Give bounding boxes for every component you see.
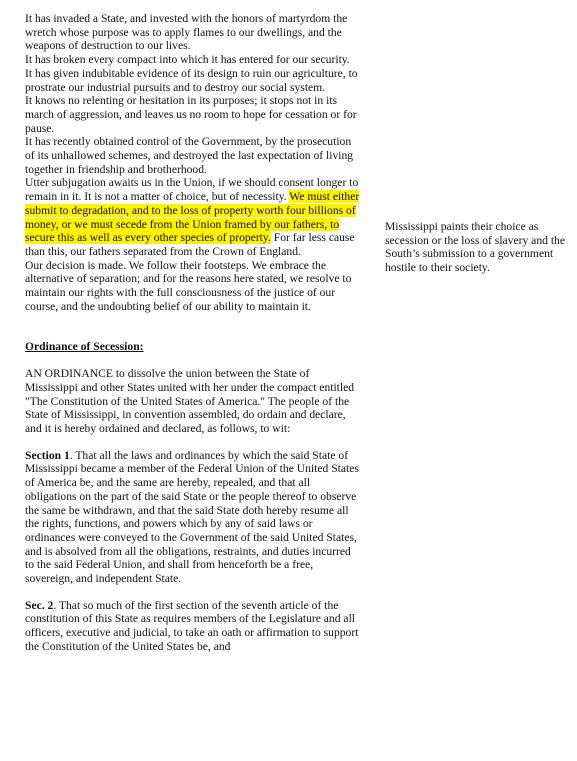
section-2-label: Sec. 2 [25, 598, 54, 612]
paragraph-aggression: It knows no relenting or hesitation in its purposes; it stops not in its march of aggression, and leaves us no room to hope for cessation or for pause. [25, 94, 357, 135]
paragraph-choice [25, 176, 360, 258]
section-1-label: Section 1 [25, 448, 70, 462]
ordinance-heading: Ordinance of Secession: [25, 340, 144, 354]
spacer [25, 354, 360, 367]
margin-annotation: Mississippi paints their choice as secession or the loss of slavery and the South’s submission to a government hostile to their society. [385, 220, 565, 275]
paragraph-government: It has recently obtained control of the Government, by the prosecution of its unhallowed schemes, and destroyed the last expectation of living together in friendship and brotherhood. [25, 135, 354, 176]
section-1 [25, 449, 360, 586]
choice-text-before: Utter subjugation awaits us in the Union, if we should consent longer to remain in it. It is not a matter of choice, but of necessity. [25, 176, 359, 204]
choice-text-after: For far less cause than this, our fathers separated from the Crown of England. [25, 231, 355, 258]
section-2 [25, 599, 360, 654]
spacer [25, 586, 360, 599]
paragraph-martyrdom: It has invaded a State, and invested with the honors of martyrdom the wretch whose purpose was to apply flames to our dwellings, and the weapons of destruction to our lives. [25, 12, 348, 53]
section-1-text: . That all the laws and ordinances by which the said State of Mississippi became a member of the Federal Union of the United States of America be, and the same are hereby, repealed, and that all obligations on the part of the said State or the people thereof to observe the same be withdrawn, and that the said State doth hereby resume all the rights, functions, and powers which by any of said laws or ordinances were conveyed to the Government of the said United States, and is absolved from all the obligations, restraints, and duties incurred to the said Federal Union, and shall from henceforth be a free, sovereign, and independent State. [25, 448, 359, 586]
section-2-text: . That so much of the first section of the seventh article of the constitution of this State as requires members of the Legislature and all officers, executive and judicial, to take an oath or affirmation to support the Constitution of the United States be, and [25, 598, 359, 653]
paragraph-compact: It has broken every compact into which it has entered for our security. [25, 53, 350, 67]
paragraph-decision: Our decision is made. We follow their footsteps. We embrace the alternative of separation; and for the reasons here stated, we resolve to maintain our rights with the full consciousness of the justice of our course, and the undoubting belief of our ability to maintain it. [25, 258, 352, 313]
ordinance-intro: AN ORDINANCE to dissolve the union between the State of Mississippi and other States united with her under the compact entitled "The Constitution of the United States of America." The people of the State of Mississippi, in convention assembled, do ordain and declare, and it is hereby ordained and declared, as follows, to wit: [25, 367, 355, 435]
highlighted-passage: We must either submit to degradation, and to the loss of property worth four billions of money, or we must secede from the Union framed by our fathers, to secure this as well as every other species of property. [25, 190, 360, 245]
spacer [25, 313, 360, 340]
document-body [25, 12, 360, 654]
spacer [25, 436, 360, 449]
paragraph-design: It has given indubitable evidence of its design to ruin our agriculture, to prostrate our industrial pursuits and to destroy our social system. [25, 66, 358, 94]
